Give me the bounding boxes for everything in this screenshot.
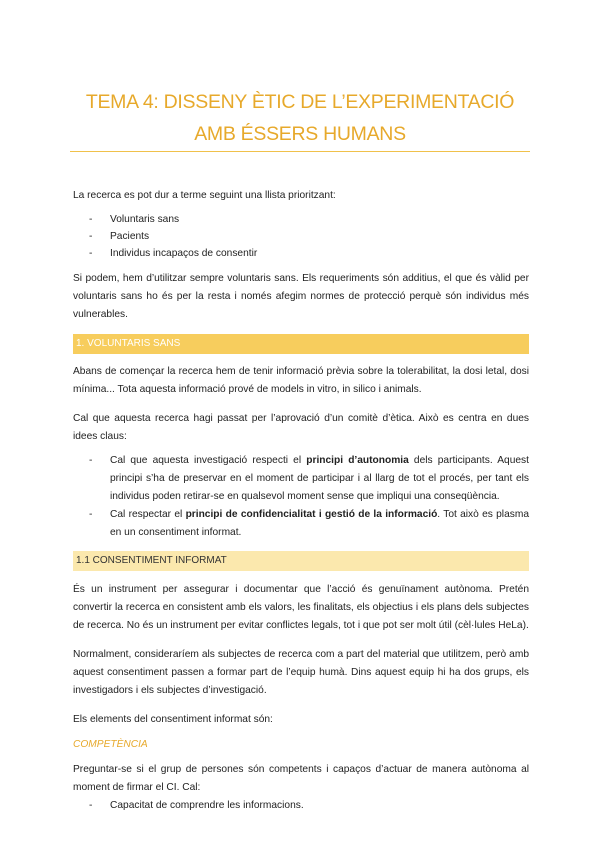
section11-paragraph-4: Preguntar-se si el grup de persones són competents i capaços d’actuar de manera autònoma al moment de firmar el CI. Cal: — [73, 764, 529, 793]
section11-paragraph-1: És un instrument per assegurar i documentar que l’acció és genuïnament autònoma. Pretén convertir la recerca en consistent amb els valors, les finalitats, els objectius i els plans dels subjectes de recerca. No és un instrument per evitar conflictes legals, tot i que pot ser molt útil (cèl·lules HeLa). — [73, 584, 529, 631]
section11-paragraph-3: Els elements del consentiment informat són: — [73, 714, 273, 725]
key-ideas-list — [73, 452, 529, 542]
list-item: - Capacitat de comprendre les informacions. — [73, 797, 529, 814]
title-divider — [70, 151, 530, 152]
title-line-2: AMB ÉSSERS HUMANS — [194, 123, 406, 145]
intro-lead: La recerca es pot dur a terme seguint una llista prioritzant: — [73, 190, 336, 201]
document-title — [70, 86, 530, 150]
list-item: - Cal respectar el principi de confidencialitat i gestió de la informació. Tot això es plasma en un consentiment informat. — [73, 506, 529, 542]
principle-autonomy: principi d’autonomia — [306, 455, 409, 466]
section-heading-voluntaris: 1. VOLUNTARIS SANS — [73, 334, 529, 354]
section-heading-consentiment: 1.1 CONSENTIMENT INFORMAT — [73, 551, 529, 571]
section11-paragraph-2: Normalment, consideraríem als subjectes de recerca com a part del material que utilitzem, però amb aquest consentiment passen a formar part de l’equip humà. Dins aquest equip hi ha dos grups, els investigadors i els subjectes d’investigació. — [73, 649, 529, 696]
section1-paragraph-1: Abans de començar la recerca hem de tenir informació prèvia sobre la tolerabilitat, la dosi letal, dosi mínima... Tota aquesta informació prové de models in vitro, in silico i animals. — [73, 366, 529, 395]
subheading-competencia: COMPETÈNCIA — [73, 739, 148, 750]
list-item: - Voluntaris sans — [73, 211, 529, 228]
list-item: - Pacients — [73, 228, 529, 245]
intro-paragraph: Si podem, hem d’utilitzar sempre voluntaris sans. Els requeriments són additius, el que és vàlid per voluntaris sans ho és per la resta i només afegim normes de protecció perquè són individus més vulnerables. — [73, 273, 529, 320]
principle-confidentiality: principi de confidencialitat i gestió de la informació — [185, 509, 438, 520]
competence-list — [73, 797, 529, 814]
list-item: - Cal que aquesta investigació respecti el principi d’autonomia dels participants. Aquest principi s’ha de preservar en el moment de participar i al llarg de tot el procés, per tant els individus poden retirar-se en qualsevol moment sense que impliqui una conseqüència. — [73, 452, 529, 506]
section1-paragraph-2: Cal que aquesta recerca hagi passat per l’aprovació d’un comitè d’ètica. Això es centra en dues idees claus: — [73, 413, 529, 442]
document-body — [73, 187, 529, 814]
list-item: - Individus incapaços de consentir — [73, 245, 529, 262]
priority-list — [73, 211, 529, 262]
title-line-1: TEMA 4: DISSENY ÈTIC DE L’EXPERIMENTACIÓ — [85, 91, 515, 113]
